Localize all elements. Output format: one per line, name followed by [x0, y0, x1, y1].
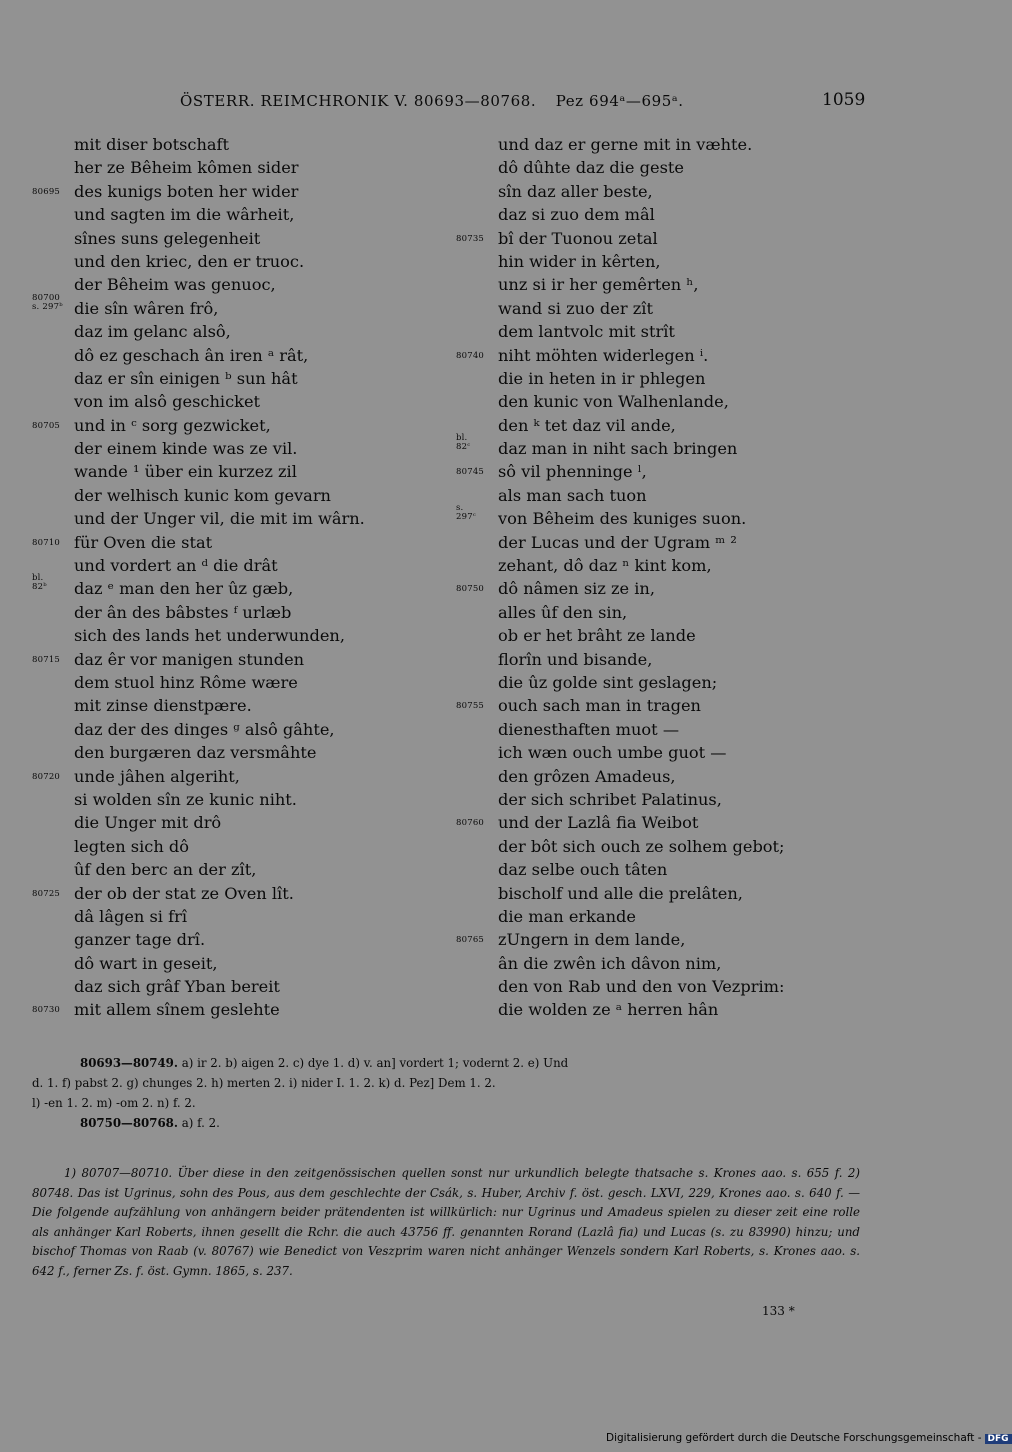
verse-line — [32, 344, 462, 367]
verse-text: der ob der stat ze Oven lît. — [74, 883, 294, 903]
variant-line — [32, 1113, 862, 1133]
verse-line — [32, 531, 462, 554]
verse-text: den burgæren daz versmâhte — [74, 743, 317, 763]
line-number: bl. 82ᶜ — [456, 433, 471, 453]
verse-line — [456, 156, 876, 179]
verse-line — [456, 998, 876, 1021]
verse-line — [32, 460, 462, 483]
verse-line — [456, 905, 876, 928]
line-number: 80740 — [456, 350, 485, 361]
verse-text: von im alsô geschicket — [74, 392, 261, 412]
verse-text: wande ¹ über ein kurzez zil — [74, 462, 297, 482]
verse-text: und sagten im die wârheit, — [74, 205, 295, 225]
line-number: 80710 — [32, 537, 61, 548]
header-pez-reference: Pez 694ᵃ—695ᵃ. — [555, 92, 684, 110]
verse-line — [456, 577, 876, 600]
verse-text: den kunic von Walhenlande, — [498, 392, 729, 412]
variant-range: 80750—80768. — [80, 1116, 178, 1130]
variant-text: a) ir 2. b) aigen 2. c) dye 1. d) v. an] vordert 1; vodernt 2. e) Und — [181, 1056, 569, 1070]
verse-line — [456, 741, 876, 764]
verse-line — [32, 601, 462, 624]
verse-text: hin wider in kêrten, — [498, 251, 661, 271]
verse-line — [456, 344, 876, 367]
line-number: 80735 — [456, 233, 485, 244]
verse-text: der Lucas und der Ugram ᵐ ² — [498, 532, 737, 552]
line-number: 80715 — [32, 654, 61, 665]
verse-line — [32, 203, 462, 226]
verse-text: si wolden sîn ze kunic niht. — [74, 789, 297, 809]
verse-line — [32, 788, 462, 811]
verse-text: unde jâhen algeriht, — [74, 766, 240, 786]
verse-text: dô dûhte daz die geste — [498, 158, 684, 178]
line-number: 80760 — [456, 818, 485, 829]
verse-line — [32, 671, 462, 694]
verse-text: ouch sach man in tragen — [498, 696, 701, 716]
verse-text: wand si zuo der zît — [498, 298, 653, 318]
verse-line — [456, 250, 876, 273]
verse-text: sô vil phenninge ˡ, — [498, 462, 647, 482]
verse-text: und der Lazlâ fia Weibot — [498, 813, 699, 833]
verse-text: der einem kinde was ze vil. — [74, 439, 298, 459]
header-title: ÖSTERR. REIMCHRONIK V. 80693—80768. — [180, 92, 537, 110]
line-number: 80745 — [456, 467, 485, 478]
verse-text: die sîn wâren frô, — [74, 298, 219, 318]
verse-text: bischolf und alle die prelâten, — [498, 883, 743, 903]
verse-text: von Bêheim des kuniges suon. — [498, 509, 747, 529]
verse-text: für Oven die stat — [74, 532, 213, 552]
verse-text: der ân des bâbstes ᶠ urlæb — [74, 602, 292, 622]
verse-line — [456, 414, 876, 437]
verse-text: ob er het brâht ze lande — [498, 626, 696, 646]
variant-line: d. 1. f) pabst 2. g) chunges 2. h) merten 2. i) nider I. 1. 2. k) d. Pez] Dem 1. 2. — [32, 1076, 496, 1090]
verse-line — [456, 624, 876, 647]
dfg-logo: DFG — [985, 1434, 1012, 1444]
verse-text: sînes suns gelegenheit — [74, 228, 261, 248]
verse-line — [456, 390, 876, 413]
verse-text: und vordert an ᵈ die drât — [74, 556, 278, 576]
verse-text: sich des lands het underwunden, — [74, 626, 345, 646]
verse-text: die man erkande — [498, 906, 636, 926]
verse-line — [32, 484, 462, 507]
verse-text: alles ûf den sin, — [498, 602, 628, 622]
verse-line — [456, 952, 876, 975]
verse-line — [32, 765, 462, 788]
verse-line — [32, 952, 462, 975]
verse-line — [32, 390, 462, 413]
verse-line — [32, 882, 462, 905]
verse-text: daz sich grâf Yban bereit — [74, 977, 280, 997]
verse-text: und daz er gerne mit in væhte. — [498, 135, 753, 154]
verse-text: unz si ir her gemêrten ʰ, — [498, 275, 699, 295]
verse-text: ân die zwên ich dâvon nim, — [498, 953, 722, 973]
verse-text: dô wart in geseit, — [74, 953, 218, 973]
verse-line — [32, 227, 462, 250]
verse-line — [456, 765, 876, 788]
verse-text: ûf den berc an der zît, — [74, 860, 257, 880]
verse-text: ganzer tage drî. — [74, 930, 206, 950]
verse-line — [456, 601, 876, 624]
verse-text: der sich schribet Palatinus, — [498, 789, 722, 809]
verse-line — [456, 203, 876, 226]
verse-text: dô nâmen siz ze in, — [498, 579, 655, 599]
variant-range: 80693—80749. — [80, 1056, 178, 1070]
verse-text: niht möhten widerlegen ⁱ. — [498, 345, 709, 365]
verse-text: und in ᶜ sorg gezwicket, — [74, 415, 271, 435]
verse-text: ich wæn ouch umbe guot — — [498, 743, 727, 763]
verse-text: als man sach tuon — [498, 485, 647, 505]
verse-line — [32, 367, 462, 390]
line-number: bl. 82ᵇ — [32, 573, 47, 593]
verse-line — [32, 648, 462, 671]
verse-line — [456, 227, 876, 250]
verse-text: legten sich dô — [74, 836, 190, 856]
signature-mark: 133 * — [762, 1304, 795, 1318]
verse-text: daz êr vor manigen stunden — [74, 649, 305, 669]
verse-line — [456, 648, 876, 671]
verse-text: die in heten in ir phlegen — [498, 368, 706, 388]
verse-text: zehant, dô daz ⁿ kint kom, — [498, 556, 712, 576]
verse-text: dâ lâgen si frî — [74, 906, 188, 926]
verse-text: die ûz golde sint geslagen; — [498, 672, 718, 692]
verse-line — [456, 718, 876, 741]
verse-line — [456, 460, 876, 483]
verse-text: mit zinse dienstpære. — [74, 696, 252, 716]
verse-text: dem lantvolc mit strît — [498, 322, 675, 342]
verse-text: die Unger mit drô — [74, 813, 222, 833]
verse-line — [32, 905, 462, 928]
verse-text: der welhisch kunic kom gevarn — [74, 485, 331, 505]
footer-text: Digitalisierung gefördert durch die Deutsche Forschungsgemeinschaft - — [606, 1432, 982, 1444]
verse-text: zUngern in dem lande, — [498, 930, 686, 950]
verse-text: her ze Bêheim kômen sider — [74, 158, 299, 178]
verse-line — [456, 180, 876, 203]
verse-line — [32, 741, 462, 764]
verse-line — [456, 484, 876, 507]
verse-line — [32, 975, 462, 998]
verse-line — [32, 811, 462, 834]
line-number: 80705 — [32, 420, 61, 431]
variant-text: a) f. 2. — [181, 1116, 220, 1130]
verse-line — [32, 694, 462, 717]
variant-line: l) -en 1. 2. m) -om 2. n) f. 2. — [32, 1096, 196, 1110]
verse-text: und der Unger vil, die mit im wârn. — [74, 509, 365, 529]
verse-line — [32, 437, 462, 460]
verse-text: den ᵏ tet daz vil ande, — [498, 415, 676, 435]
verse-line — [456, 433, 876, 460]
verse-line — [32, 624, 462, 647]
verse-line — [456, 975, 876, 998]
verse-line — [32, 998, 462, 1021]
verse-text: und den kriec, den er truoc. — [74, 251, 305, 271]
verse-text: florîn und bisande, — [498, 649, 653, 669]
verse-line — [32, 292, 462, 320]
verse-text: daz der des dinges ᵍ alsô gâhte, — [74, 719, 335, 739]
line-number: 80730 — [32, 1005, 61, 1016]
line-number: 80720 — [32, 771, 61, 782]
verse-text: daz selbe ouch tâten — [498, 860, 668, 880]
verse-text: der Bêheim was genuoc, — [74, 275, 276, 295]
line-number: 80700 s. 297ᵇ — [32, 292, 63, 312]
verse-text: des kunigs boten her wider — [74, 181, 299, 201]
verse-text: daz ᵉ man den her ûz gæb, — [74, 579, 294, 599]
verse-text: den grôzen Amadeus, — [498, 766, 676, 786]
verse-line — [456, 133, 876, 156]
verse-text: bî der Tuonou zetal — [498, 228, 658, 248]
verse-text: daz im gelanc alsô, — [74, 322, 231, 342]
verse-line — [32, 573, 462, 600]
verse-line — [32, 320, 462, 343]
verse-line — [456, 788, 876, 811]
line-number: 80695 — [32, 186, 61, 197]
verse-line — [32, 835, 462, 858]
verse-text: mit diser botschaft — [74, 135, 230, 154]
verse-line — [456, 694, 876, 717]
digitization-footer — [606, 1432, 1012, 1444]
verse-text: den von Rab und den von Vezprim: — [498, 977, 785, 997]
verse-line — [456, 297, 876, 320]
footnote-text: 1) 80707—80710. Über diese in den zeitgenössischen quellen sonst nur urkundlich belegte thatsache s. Krones aao. s. 655 f. 2) 80748. Das ist Ugrinus, sohn des Pous, aus dem geschlechte der Csák, s. Huber, Archiv f. öst. gesch. LXVI, 229, Krones aao. s. 640 f. — Die folgende aufzählung von anhängern beider prätendenten ist willkürlich: nur Ugrinus und Amadeus spielen zu dieser zeit eine rolle als anhänger Karl Roberts, ihnen gesellt die Rchr. die auch 43756 ff. genannten Rorand (Lazlâ fia) und Lucas (s. zu 83990) hinzu; und bischof Thomas von Raab (v. 80767) wie Benedict von Veszprim waren nicht anhänger Wenzels sondern Karl Roberts, s. Krones aao. s. 642 f., ferner Zs. f. öst. Gymn. 1865, s. 237. — [32, 1166, 860, 1278]
footnotes — [32, 1164, 860, 1282]
verse-text: mit allem sînem geslehte — [74, 1000, 280, 1020]
verse-line — [32, 507, 462, 530]
verse-line — [456, 858, 876, 881]
verse-line — [456, 320, 876, 343]
verse-line — [32, 180, 462, 203]
verse-text: sîn daz aller beste, — [498, 181, 653, 201]
variant-apparatus — [32, 1053, 862, 1133]
verse-text: daz er sîn einigen ᵇ sun hât — [74, 368, 298, 388]
verse-line — [32, 156, 462, 179]
verse-line — [32, 273, 462, 296]
verse-line — [32, 928, 462, 951]
verse-text: die wolden ze ᵃ herren hân — [498, 1000, 719, 1020]
verse-line — [32, 718, 462, 741]
line-number: 80725 — [32, 888, 61, 899]
verse-line — [456, 367, 876, 390]
running-header — [180, 92, 684, 110]
verse-line — [32, 858, 462, 881]
verse-line — [456, 811, 876, 834]
page-number: 1059 — [822, 90, 866, 110]
line-number: s. 297ᶜ — [456, 503, 476, 523]
right-verse-column — [456, 133, 876, 1022]
line-number: 80765 — [456, 935, 485, 946]
line-number: 80750 — [456, 584, 485, 595]
verse-line — [456, 671, 876, 694]
line-number: 80755 — [456, 701, 485, 712]
verse-text: daz si zuo dem mâl — [498, 205, 655, 225]
verse-line — [32, 133, 462, 156]
verse-line — [32, 554, 462, 577]
verse-text: dem stuol hinz Rôme wære — [74, 672, 298, 692]
verse-line — [456, 928, 876, 951]
verse-line — [32, 250, 462, 273]
verse-text: der bôt sich ouch ze solhem gebot; — [498, 836, 785, 856]
verse-text: dienesthaften muot — — [498, 719, 680, 739]
verse-line — [456, 531, 876, 554]
verse-line — [456, 554, 876, 577]
verse-line — [456, 882, 876, 905]
variant-line — [32, 1053, 862, 1073]
verse-text: dô ez geschach ân iren ᵃ rât, — [74, 345, 309, 365]
verse-line — [456, 273, 876, 296]
left-verse-column — [32, 133, 462, 1022]
verse-line — [32, 414, 462, 437]
verse-text: daz man in niht sach bringen — [498, 439, 738, 459]
verse-line — [456, 835, 876, 858]
verse-line — [456, 503, 876, 530]
